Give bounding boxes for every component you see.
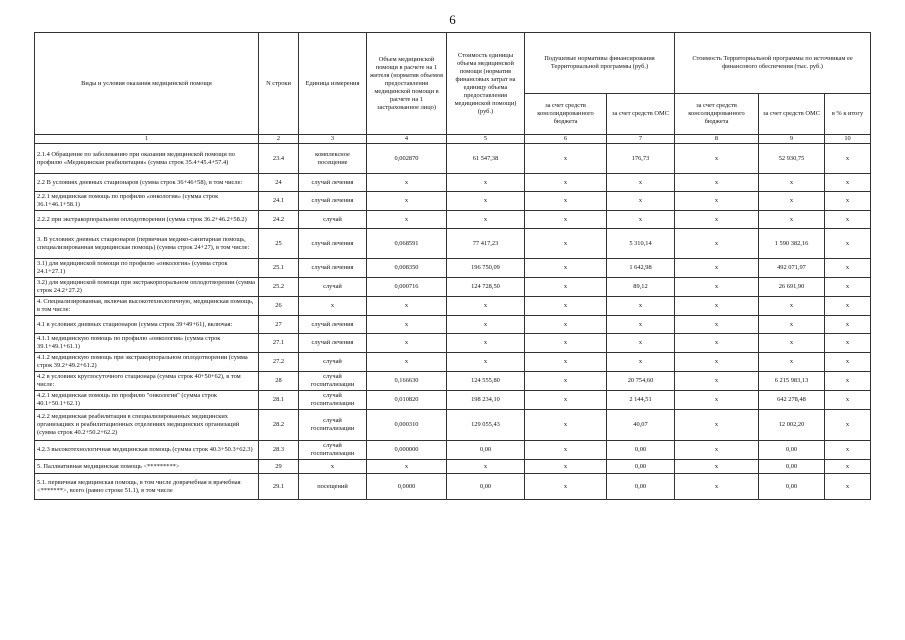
table-cell: 27 [259,316,299,334]
table-cell: х [525,474,607,500]
table-row [35,297,871,316]
table-cell: 0,00 [607,474,675,500]
table-cell: х [759,174,825,192]
table-cell: х [367,174,447,192]
table-cell: х [825,229,871,259]
header-sub-percent: в % к итогу [825,94,871,135]
row-description: 3.1) для медицинской помощи по профилю «онкология» (сумма строк 24.1+27.1) [35,259,259,278]
table-cell: 2 144,51 [607,391,675,410]
table-cell: 24 [259,174,299,192]
table-cell: х [825,192,871,211]
table-cell: х [525,192,607,211]
row-description: 4.1 в условиях дневных стационаров (сумма строк 39+49+61), включая: [35,316,259,334]
table-cell: х [825,441,871,460]
table-cell: х [525,297,607,316]
table-cell: 0,00 [607,460,675,474]
table-cell: х [525,372,607,391]
table-cell: 124 728,50 [447,278,525,297]
table-cell: х [825,144,871,174]
table-cell: 12 002,20 [759,410,825,441]
table-row [35,410,871,441]
table-cell: х [447,316,525,334]
table-cell: х [825,353,871,372]
table-cell: х [675,391,759,410]
table-cell: случай госпитализации [299,372,367,391]
table-cell: 1 642,98 [607,259,675,278]
table-row [35,259,871,278]
table-cell: 0,00 [607,441,675,460]
table-cell: х [525,211,607,229]
table-cell: х [447,334,525,353]
table-cell: х [675,211,759,229]
table-cell: 25.1 [259,259,299,278]
table-row [35,229,871,259]
table-cell: 0,000716 [367,278,447,297]
table-cell: х [367,353,447,372]
table-cell: х [525,353,607,372]
table-cell: случай лечения [299,229,367,259]
column-index-cell: 10 [825,135,871,144]
row-description: 5. Паллиативная медицинская помощь <*********> [35,460,259,474]
row-description: 4.2.2 медицинская реабилитация в специализированных медицинских организациях и реабилитационных отделениях медицинских организаций (сумма строк 40.2+50.2+62.2) [35,410,259,441]
table-cell: х [525,144,607,174]
table-cell: х [607,297,675,316]
table-cell: х [825,474,871,500]
table-cell: х [607,334,675,353]
table-cell: 176,73 [607,144,675,174]
table-cell: х [607,192,675,211]
table-cell: случай лечения [299,174,367,192]
table-cell: 89,12 [607,278,675,297]
table-cell: 6 215 983,13 [759,372,825,391]
table-cell: случай [299,278,367,297]
table-cell: х [825,278,871,297]
table-cell: х [367,460,447,474]
row-description: 2.2.1 медицинская помощь по профилю «онкология» (сумма строк 36.1+46.1+58.1) [35,192,259,211]
table-cell: х [447,297,525,316]
table-row [35,353,871,372]
header-row-number: N строки [259,33,299,135]
table-cell: случай [299,211,367,229]
table-cell: х [675,259,759,278]
row-description: 4.2.1 медицинская помощь по профилю "онкология" (сумма строк 40.1+50.1+62.1) [35,391,259,410]
row-description: 3.2) для медицинской помощи при экстракорпоральном оплодотворении (сумма строк 24.2+27.2) [35,278,259,297]
table-cell: х [447,192,525,211]
table-cell: 0,010820 [367,391,447,410]
column-index-cell: 1 [35,135,259,144]
table-cell: х [675,460,759,474]
table-row [35,278,871,297]
row-description: 4.1.1 медицинскую помощь по профилю «онкология» (сумма строк 39.1+49.1+61.1) [35,334,259,353]
table-cell: х [675,441,759,460]
table-cell: 196 750,09 [447,259,525,278]
table-cell: 24.2 [259,211,299,229]
table-cell: х [675,353,759,372]
table-cell: х [675,278,759,297]
table-cell: 0,068591 [367,229,447,259]
header-unit: Единица измерения [299,33,367,135]
table-row [35,211,871,229]
table-cell: 77 417,23 [447,229,525,259]
table-cell: 0,00 [759,474,825,500]
table-cell: х [759,334,825,353]
table-cell: 23.4 [259,144,299,174]
table-cell: х [675,372,759,391]
table-cell: 24.1 [259,192,299,211]
row-description: 4. Специализированная, включая высокотехнологичную, медицинская помощь, в том числе: [35,297,259,316]
table-cell: х [367,316,447,334]
table-row [35,174,871,192]
table-cell: х [299,460,367,474]
table-cell: х [367,192,447,211]
row-description: 4.1.2 медицинскую помощь при экстракорпоральном оплодотворении (сумма строк 39.2+49.2+61.2) [35,353,259,372]
table-cell: х [607,316,675,334]
table-cell: 28 [259,372,299,391]
table-row [35,192,871,211]
row-description: 4.2.3 высокотехнологичная медицинская помощь (сумма строк 40.3+50.3+62.3) [35,441,259,460]
table-cell: комплексное посещение [299,144,367,174]
table-cell: х [607,211,675,229]
table-row [35,474,871,500]
table-cell: 29 [259,460,299,474]
table-cell: 642 278,48 [759,391,825,410]
table-cell: х [675,192,759,211]
table-cell: 25 [259,229,299,259]
table-cell: х [675,144,759,174]
table-cell: х [607,174,675,192]
row-description: 4.2 в условиях круглосуточного стационара (сумма строк 40+50+62), в том числе: [35,372,259,391]
header-sub-oms-norm: за счет средств ОМС [607,94,675,135]
table-cell: х [447,174,525,192]
table-row [35,372,871,391]
table-cell: 492 071,97 [759,259,825,278]
column-index-cell: 4 [367,135,447,144]
table-cell: 27.1 [259,334,299,353]
table-cell: 0,00 [759,460,825,474]
table-cell: 28.2 [259,410,299,441]
table-cell: х [825,460,871,474]
table-cell: х [675,334,759,353]
table-cell: 27.2 [259,353,299,372]
table-row [35,391,871,410]
table-cell: х [825,174,871,192]
table-row [35,144,871,174]
table-cell: 25.2 [259,278,299,297]
table-cell: 0,008350 [367,259,447,278]
table-cell: х [825,211,871,229]
header-unit-cost: Стоимость единицы объема медицинской помощи (норматив финансовых затрат на единицу объема предоставления медицинской помощи) (руб.) [447,33,525,135]
table-cell: х [825,297,871,316]
table-cell: посещений [299,474,367,500]
table-cell: 0,000310 [367,410,447,441]
table-cell: случай лечения [299,316,367,334]
column-index-cell: 2 [259,135,299,144]
table-cell: х [299,297,367,316]
table-cell: х [525,334,607,353]
column-index-cell: 9 [759,135,825,144]
row-description: 5.1. первичная медицинская помощь, в том числе доврачебная и врачебная <*******>, всего (равно строке 51.1), в том числе [35,474,259,500]
table-cell: х [825,372,871,391]
row-description: 2.2.2 при экстракорпоральном оплодотворении (сумма строк 36.2+46.2+58.2) [35,211,259,229]
table-cell: х [367,334,447,353]
table-cell: х [759,192,825,211]
header-per-capita-norms: Подушевые нормативы финансирования Территориальной программы (руб.) [525,33,675,94]
table-cell: х [759,211,825,229]
column-index-cell: 6 [525,135,607,144]
table-cell: 129 055,43 [447,410,525,441]
table-cell: 29.1 [259,474,299,500]
table-cell: 0,000000 [367,441,447,460]
table-cell: 0,00 [447,441,525,460]
table-cell: х [759,353,825,372]
table-cell: х [675,474,759,500]
table-cell: х [825,410,871,441]
table-cell: случай лечения [299,192,367,211]
table-cell: х [759,297,825,316]
table-cell: 1 590 382,16 [759,229,825,259]
table-cell: х [525,460,607,474]
table-cell: х [525,410,607,441]
financing-table [34,32,871,500]
column-index-row [35,135,871,144]
table-cell: случай лечения [299,334,367,353]
table-cell: 0,166630 [367,372,447,391]
row-description: 3. В условиях дневных стационаров (первичная медико-санитарная помощь, специализированная медицинская помощь) (сумма строк 24+27), в том числе: [35,229,259,259]
table-cell: случай госпитализации [299,410,367,441]
table-cell: 52 930,75 [759,144,825,174]
table-cell: х [525,229,607,259]
header-kinds: Виды и условия оказания медицинской помощи [35,33,259,135]
header-sub-budget-cost: за счет средств консолидированного бюджета [675,94,759,135]
table-cell: х [675,174,759,192]
header-sub-oms-cost: за счет средств ОМС [759,94,825,135]
table-row [35,334,871,353]
table-cell: х [367,297,447,316]
table-cell: х [447,211,525,229]
column-index-cell: 8 [675,135,759,144]
table-cell: 124 555,80 [447,372,525,391]
table-row [35,460,871,474]
table-cell: 0,00 [759,441,825,460]
table-row [35,441,871,460]
table-cell: 0,002870 [367,144,447,174]
row-description: 2.1.4 Обращение по заболеванию при оказании медицинской помощи по профилю «Медицинская реабилитация» (сумма строк 35.4+45.4+57.4) [35,144,259,174]
table-cell: х [447,353,525,372]
table-cell: случай лечения [299,259,367,278]
column-index-cell: 3 [299,135,367,144]
table-cell: случай [299,353,367,372]
table-cell: х [825,316,871,334]
table-cell: х [447,460,525,474]
table-cell: х [759,316,825,334]
table-cell: х [525,174,607,192]
table-cell: х [525,316,607,334]
table-cell: х [825,334,871,353]
table-cell: х [525,259,607,278]
table-cell: 26 691,90 [759,278,825,297]
table-cell: 28.3 [259,441,299,460]
column-index-cell: 7 [607,135,675,144]
table-cell: случай госпитализации [299,391,367,410]
table-cell: 198 234,10 [447,391,525,410]
table-cell: 20 754,60 [607,372,675,391]
table-cell: случай госпитализации [299,441,367,460]
table-cell: х [525,278,607,297]
table-cell: 26 [259,297,299,316]
table-cell: х [825,259,871,278]
table-cell: х [525,441,607,460]
row-description: 2.2 В условиях дневных стационаров (сумма строк 36+46+58), в том числе: [35,174,259,192]
table-cell: 28.1 [259,391,299,410]
table-cell: х [675,229,759,259]
table-cell: 40,07 [607,410,675,441]
table-cell: х [367,211,447,229]
table-cell: х [675,316,759,334]
table-row [35,316,871,334]
table-cell: х [675,410,759,441]
header-volume: Объем медицинской помощи в расчете на 1 жителя (норматив объемов предоставления медицинской помощи в расчете на 1 застрахованное лицо) [367,33,447,135]
column-index-cell: 5 [447,135,525,144]
table-cell: х [525,391,607,410]
header-sub-budget-norm: за счет средств консолидированного бюджета [525,94,607,135]
table-cell: 5 310,14 [607,229,675,259]
table-cell: х [675,297,759,316]
page-number: 6 [449,12,456,27]
header-program-cost: Стоимость Территориальной программы по источникам ее финансового обеспечения (тыс. руб.) [675,33,871,94]
table-cell: 61 547,38 [447,144,525,174]
table-cell: х [607,353,675,372]
table-cell: 0,00 [447,474,525,500]
table-cell: 0,0000 [367,474,447,500]
table-cell: х [825,391,871,410]
